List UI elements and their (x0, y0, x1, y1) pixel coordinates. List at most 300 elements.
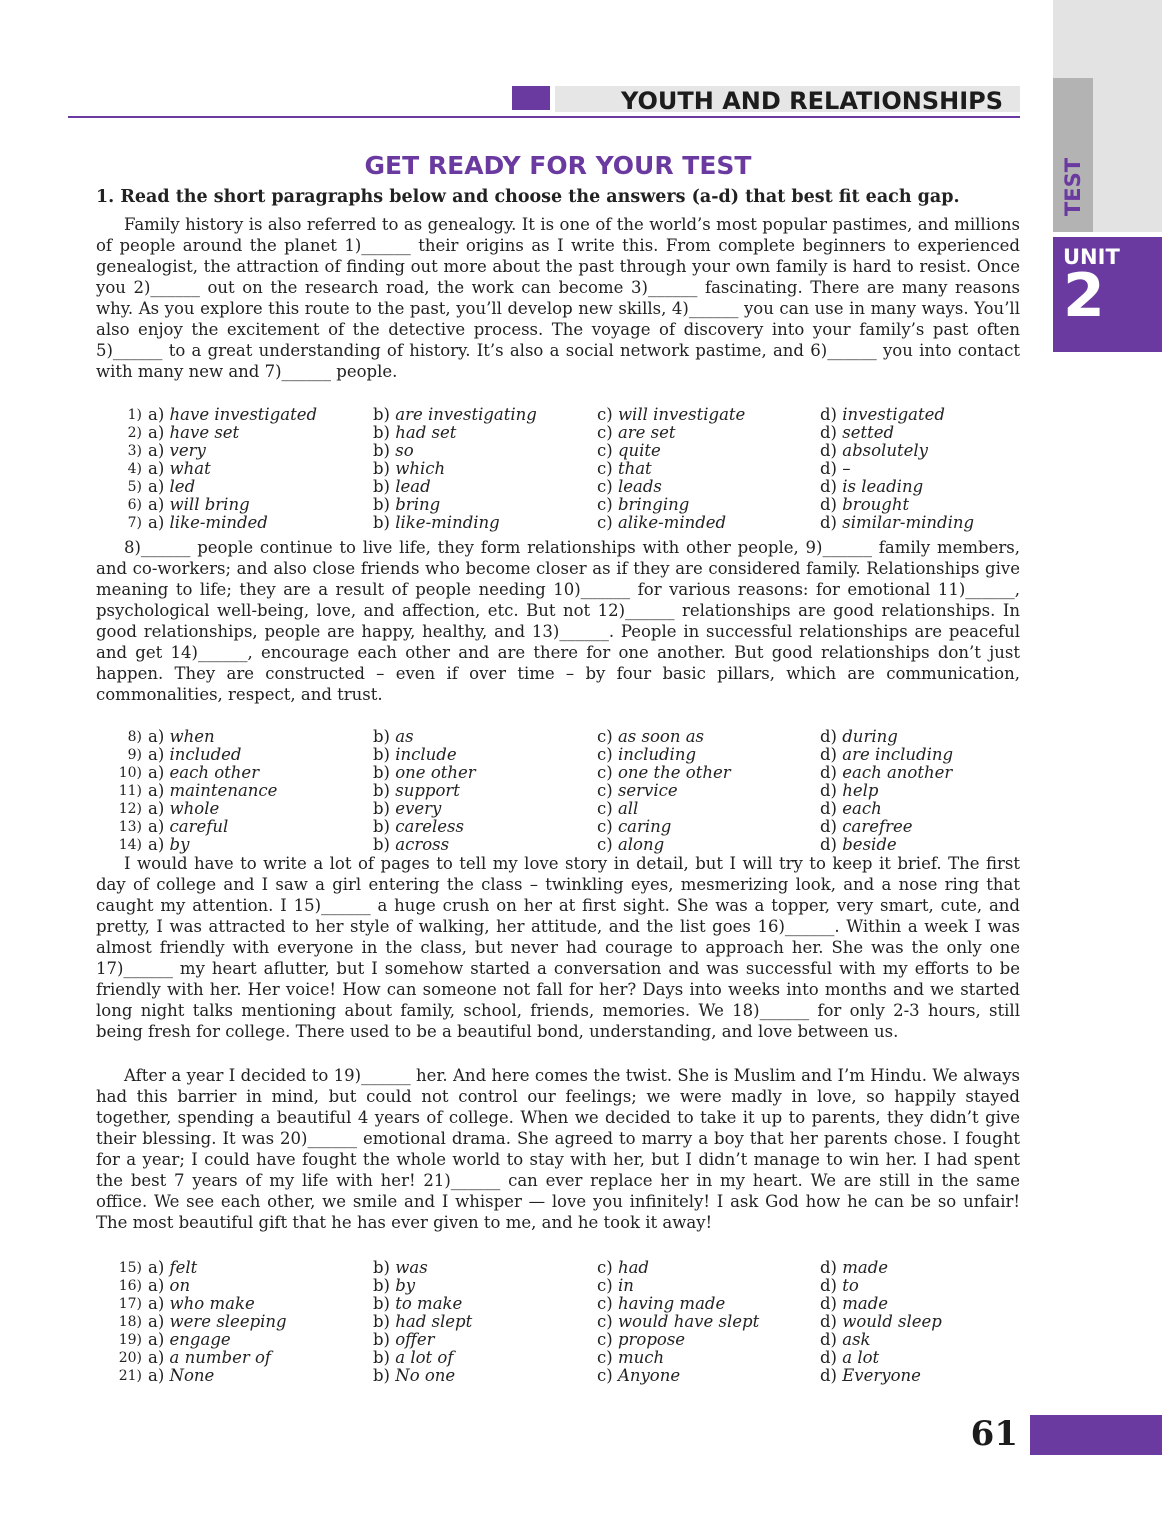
question-row (96, 746, 1020, 764)
reading-paragraph: I would have to write a lot of pages to tell my love story in detail, but I will try to keep it brief. The first day of college and I saw a girl entering the class – twinkling eyes, mesmerizing look, and a nose ring that caught my attention. I 15)______ a huge crush on her at first sight. She was a topper, very smart, cute, and pretty, I was attracted to her style of walking, her attitude, and the list goes 16)______. Within a week I was almost friendly with everyone in the class, but never had courage to approach her. She was the only one 17)______ my heart aflutter, but I somehow started a conversation and was successful with my efforts to be friendly with her. Her voice! How can someone not fall for her? Days into weeks into months and we started long night talks mentioning about family, school, friends, memories. We 18)______ for only 2-3 hours, still being fresh for college. There used to be a beautiful bond, understanding, and love between us. (96, 854, 1020, 1041)
option-letter: a) (148, 1312, 165, 1331)
question-number: 18) (118, 1314, 142, 1330)
option-text: propose (617, 1330, 686, 1349)
answer-option-c (597, 1295, 725, 1313)
option-letter: b) (373, 405, 390, 424)
option-text: Anyone (617, 1366, 681, 1385)
option-letter: d) (820, 1366, 837, 1385)
option-letter: a) (148, 1276, 165, 1295)
question-number: 4) (127, 461, 142, 477)
question-row (96, 442, 1020, 460)
option-letter: b) (373, 727, 390, 746)
answer-option-a (148, 514, 268, 532)
question-number: 21) (118, 1368, 142, 1384)
option-text: Everyone (842, 1366, 921, 1385)
option-text: to (842, 1276, 859, 1295)
question-number: 1) (127, 407, 142, 423)
option-text: service (617, 781, 678, 800)
option-letter: b) (373, 763, 390, 782)
answer-option-a (148, 1349, 271, 1367)
option-letter: c) (597, 495, 613, 514)
option-text: caring (617, 817, 672, 836)
option-text: beside (842, 835, 897, 854)
answer-option-b (373, 818, 464, 836)
option-letter: b) (373, 799, 390, 818)
answer-option-b (373, 496, 440, 514)
option-letter: a) (148, 781, 165, 800)
answer-option-c (597, 1259, 649, 1277)
answer-option-a (148, 746, 241, 764)
answer-option-d (820, 800, 882, 818)
option-letter: c) (597, 1366, 613, 1385)
answer-option-d (820, 1313, 942, 1331)
question-row (96, 1259, 1020, 1277)
question-number: 2) (127, 425, 142, 441)
question-number: 20) (118, 1350, 142, 1366)
answer-option-d (820, 1277, 859, 1295)
option-text: lead (395, 477, 431, 496)
answer-option-b (373, 442, 414, 460)
option-letter: c) (597, 1312, 613, 1331)
question-row (96, 406, 1020, 424)
option-letter: a) (148, 1330, 165, 1349)
option-letter: a) (148, 459, 165, 478)
option-letter: c) (597, 513, 613, 532)
question-number: 5) (127, 479, 142, 495)
answer-option-c (597, 728, 704, 746)
option-letter: a) (148, 1366, 165, 1385)
option-text: None (169, 1366, 215, 1385)
option-text: would sleep (842, 1312, 942, 1331)
option-letter: c) (597, 799, 613, 818)
answer-option-c (597, 836, 664, 854)
answer-option-a (148, 460, 211, 478)
option-text: made (842, 1258, 889, 1277)
option-text: brought (842, 495, 910, 514)
answer-option-b (373, 406, 537, 424)
answer-option-b (373, 460, 445, 478)
answer-option-b (373, 764, 476, 782)
option-text: led (169, 477, 196, 496)
answer-option-a (148, 800, 219, 818)
answer-option-a (148, 442, 206, 460)
option-text: had set (395, 423, 457, 442)
question-row (96, 728, 1020, 746)
question-number: 9) (127, 747, 142, 763)
page-number: 61 (970, 1414, 1018, 1454)
option-letter: c) (597, 1276, 613, 1295)
footer-accent-bar (1030, 1415, 1162, 1455)
option-letter: c) (597, 459, 613, 478)
question-row (96, 496, 1020, 514)
option-letter: a) (148, 441, 165, 460)
option-letter: a) (148, 477, 165, 496)
answer-option-a (148, 1331, 231, 1349)
answer-option-d (820, 424, 894, 442)
option-text: like-minded (169, 513, 268, 532)
answer-option-a (148, 478, 195, 496)
option-letter: a) (148, 835, 165, 854)
question-row (96, 478, 1020, 496)
option-text: across (395, 835, 450, 854)
option-text: quite (617, 441, 661, 460)
question-number: 3) (127, 443, 142, 459)
question-number: 17) (118, 1296, 142, 1312)
option-letter: d) (820, 513, 837, 532)
question-row (96, 460, 1020, 478)
question-row (96, 424, 1020, 442)
option-letter: a) (148, 405, 165, 424)
test-tab-label: TEST (1061, 157, 1085, 217)
option-letter: a) (148, 513, 165, 532)
answer-option-d (820, 496, 909, 514)
option-text: by (169, 835, 190, 854)
option-text: one the other (617, 763, 731, 782)
option-text: a number of (169, 1348, 272, 1367)
answer-option-a (148, 1367, 214, 1385)
header-accent-square (512, 86, 550, 110)
option-letter: d) (820, 817, 837, 836)
answer-option-d (820, 818, 913, 836)
option-text: had slept (395, 1312, 473, 1331)
option-letter: b) (373, 817, 390, 836)
task-instruction: 1. Read the short paragraphs below and choose the answers (a-d) that best fit each gap. (96, 187, 960, 207)
answer-options-group (96, 1259, 1020, 1385)
question-row (96, 782, 1020, 800)
answer-option-b (373, 424, 456, 442)
option-text: as soon as (617, 727, 704, 746)
answer-option-a (148, 1259, 197, 1277)
answer-option-c (597, 514, 726, 532)
question-number: 11) (118, 783, 142, 799)
reading-paragraph: After a year I decided to 19)______ her. And here comes the twist. She is Muslim and I’m Hindu. We always had this barrier in mind, but could not control our feelings; we were madly in love, so happily stayed together, spending a beautiful 4 years of college. When we decided to take it up to parents, they didn’t give their blessing. It was 20)______ emotional drama. She agreed to marry a boy that her parents chose. I fought for a year; I could have fought the whole world to stay with her, but I didn’t manage to win her. I had spent the best 7 years of my life with her! 21)______ can ever replace her in my heart. We are still in the same office. We see each other, we smile and I whisper — love you infinitely! I ask God how he can be so unfair! The most beautiful gift that he has ever given to me, and he took it away! (96, 1066, 1020, 1232)
option-text: which (395, 459, 446, 478)
option-text: along (617, 835, 665, 854)
option-letter: b) (373, 1330, 390, 1349)
question-row (96, 1313, 1020, 1331)
answer-option-c (597, 1331, 685, 1349)
answer-option-b (373, 1259, 428, 1277)
answer-option-a (148, 424, 239, 442)
option-text: careless (395, 817, 464, 836)
option-text: included (169, 745, 242, 764)
answer-option-b (373, 1277, 415, 1295)
option-letter: c) (597, 763, 613, 782)
option-text: in (617, 1276, 634, 1295)
answer-option-d (820, 728, 898, 746)
answer-option-c (597, 1367, 680, 1385)
unit-badge (1053, 237, 1162, 352)
answer-option-c (597, 496, 689, 514)
option-text: each other (169, 763, 260, 782)
option-letter: d) (820, 1312, 837, 1331)
answer-option-c (597, 1277, 634, 1295)
option-letter: b) (373, 477, 390, 496)
option-letter: d) (820, 459, 837, 478)
option-letter: b) (373, 1312, 390, 1331)
answer-option-a (148, 728, 215, 746)
option-text: made (842, 1294, 889, 1313)
answer-option-d (820, 442, 928, 460)
option-letter: b) (373, 1366, 390, 1385)
question-row (96, 1349, 1020, 1367)
answer-option-c (597, 1313, 759, 1331)
option-text: ask (842, 1330, 871, 1349)
option-letter: a) (148, 763, 165, 782)
answer-option-c (597, 1349, 664, 1367)
option-letter: c) (597, 727, 613, 746)
option-letter: c) (597, 1348, 613, 1367)
option-text: on (169, 1276, 191, 1295)
chapter-title: YOUTH AND RELATIONSHIPS (620, 87, 1003, 115)
option-text: was (395, 1258, 428, 1277)
option-text: one other (395, 763, 476, 782)
option-letter: d) (820, 441, 837, 460)
option-letter: c) (597, 817, 613, 836)
answer-option-c (597, 442, 661, 460)
option-letter: d) (820, 405, 837, 424)
option-text: like-minding (395, 513, 500, 532)
option-letter: d) (820, 423, 837, 442)
option-letter: d) (820, 781, 837, 800)
option-text: by (395, 1276, 416, 1295)
option-text: help (842, 781, 879, 800)
answer-option-a (148, 818, 228, 836)
answer-option-b (373, 478, 431, 496)
option-letter: c) (597, 441, 613, 460)
question-row (96, 764, 1020, 782)
option-text: including (617, 745, 697, 764)
answer-option-c (597, 782, 678, 800)
option-text: would have slept (617, 1312, 760, 1331)
option-letter: b) (373, 423, 390, 442)
answer-option-d (820, 764, 952, 782)
option-letter: c) (597, 745, 613, 764)
option-text: who make (169, 1294, 255, 1313)
option-letter: b) (373, 781, 390, 800)
option-text: that (617, 459, 652, 478)
option-text: having made (617, 1294, 726, 1313)
answer-option-a (148, 764, 259, 782)
option-text: similar-minding (842, 513, 975, 532)
option-letter: b) (373, 1258, 390, 1277)
option-letter: d) (820, 727, 837, 746)
answer-option-b (373, 782, 460, 800)
option-text: include (395, 745, 457, 764)
answer-option-d (820, 1295, 888, 1313)
option-letter: a) (148, 1348, 165, 1367)
option-text: had (617, 1258, 649, 1277)
answer-option-c (597, 406, 745, 424)
option-letter: b) (373, 513, 390, 532)
option-text: will investigate (617, 405, 746, 424)
option-text: much (617, 1348, 665, 1367)
test-tab-label-wrap (1053, 144, 1093, 230)
question-number: 13) (118, 819, 142, 835)
option-text: bring (395, 495, 441, 514)
option-text: is leading (842, 477, 924, 496)
question-row (96, 1295, 1020, 1313)
answer-option-c (597, 746, 696, 764)
option-letter: a) (148, 727, 165, 746)
question-number: 16) (118, 1278, 142, 1294)
option-text: investigated (842, 405, 945, 424)
option-text: a lot (842, 1348, 880, 1367)
option-text: each (842, 799, 882, 818)
option-text: are investigating (395, 405, 537, 424)
option-text: when (169, 727, 215, 746)
option-text: are including (842, 745, 954, 764)
option-letter: d) (820, 745, 837, 764)
option-letter: a) (148, 817, 165, 836)
question-number: 15) (118, 1260, 142, 1276)
option-text: – (842, 459, 851, 478)
question-row (96, 514, 1020, 532)
option-letter: b) (373, 459, 390, 478)
answer-option-b (373, 1349, 453, 1367)
option-letter: b) (373, 1276, 390, 1295)
answer-option-d (820, 478, 923, 496)
option-text: so (395, 441, 414, 460)
answer-option-c (597, 764, 731, 782)
answer-option-a (148, 496, 250, 514)
option-text: support (395, 781, 460, 800)
option-text: offer (395, 1330, 435, 1349)
answer-option-d (820, 836, 897, 854)
option-letter: d) (820, 835, 837, 854)
option-text: have investigated (169, 405, 318, 424)
question-row (96, 800, 1020, 818)
answer-options-group (96, 406, 1020, 532)
question-row (96, 1367, 1020, 1385)
option-text: each another (842, 763, 953, 782)
answer-option-b (373, 1313, 472, 1331)
answer-option-b (373, 1295, 462, 1313)
option-letter: d) (820, 495, 837, 514)
option-text: careful (169, 817, 229, 836)
answer-option-d (820, 782, 878, 800)
option-letter: b) (373, 745, 390, 764)
answer-option-a (148, 1295, 255, 1313)
option-text: as (395, 727, 414, 746)
header-divider (68, 116, 1020, 118)
option-letter: b) (373, 495, 390, 514)
option-letter: c) (597, 1330, 613, 1349)
answer-option-b (373, 1331, 435, 1349)
question-number: 6) (127, 497, 142, 513)
option-letter: a) (148, 495, 165, 514)
option-letter: c) (597, 835, 613, 854)
unit-label: UNIT (1063, 245, 1120, 269)
option-letter: c) (597, 405, 613, 424)
option-text: leads (617, 477, 662, 496)
option-text: to make (395, 1294, 463, 1313)
option-text: felt (169, 1258, 198, 1277)
option-text: every (395, 799, 442, 818)
option-letter: a) (148, 745, 165, 764)
option-letter: d) (820, 1330, 837, 1349)
option-text: what (169, 459, 211, 478)
answer-option-a (148, 836, 189, 854)
answer-option-a (148, 1277, 190, 1295)
option-text: are set (617, 423, 676, 442)
question-row (96, 1331, 1020, 1349)
answer-option-d (820, 746, 953, 764)
option-text: engage (169, 1330, 231, 1349)
option-text: alike-minded (617, 513, 727, 532)
option-letter: c) (597, 477, 613, 496)
option-text: whole (169, 799, 220, 818)
unit-number: 2 (1063, 261, 1105, 331)
option-text: a lot of (395, 1348, 454, 1367)
answer-option-d (820, 1349, 879, 1367)
option-letter: d) (820, 1258, 837, 1277)
answer-option-c (597, 800, 638, 818)
answer-option-d (820, 1367, 921, 1385)
option-letter: a) (148, 1294, 165, 1313)
answer-option-a (148, 406, 317, 424)
option-letter: b) (373, 441, 390, 460)
answer-option-b (373, 728, 414, 746)
option-letter: b) (373, 1348, 390, 1367)
option-letter: a) (148, 799, 165, 818)
option-letter: d) (820, 763, 837, 782)
option-letter: d) (820, 799, 837, 818)
option-letter: a) (148, 1258, 165, 1277)
option-letter: c) (597, 423, 613, 442)
option-text: have set (169, 423, 240, 442)
option-letter: d) (820, 1276, 837, 1295)
question-number: 19) (118, 1332, 142, 1348)
option-text: maintenance (169, 781, 278, 800)
option-text: during (842, 727, 898, 746)
answer-option-d (820, 406, 945, 424)
option-text: all (617, 799, 639, 818)
answer-option-c (597, 460, 652, 478)
option-letter: b) (373, 1294, 390, 1313)
answer-option-b (373, 800, 441, 818)
option-letter: d) (820, 1294, 837, 1313)
answer-option-c (597, 478, 662, 496)
option-letter: c) (597, 781, 613, 800)
answer-option-d (820, 514, 974, 532)
question-number: 10) (118, 765, 142, 781)
option-text: setted (842, 423, 895, 442)
reading-paragraph: Family history is also referred to as genealogy. It is one of the world’s most popular pastimes, and millions of people around the planet 1)______ their origins as I write this. From complete beginners to experienced genealogist, the attraction of finding out more about the past through your own family is hard to resist. Once you 2)______ out on the research road, the work can become 3)______ fascinating. There are many reasons why. As you explore this route to the past, you’ll develop new skills, 4)______ you can use in many ways. You’ll also enjoy the excitement of the detective process. The voyage of discovery into your family’s past often 5)______ to a great understanding of history. It’s also a social network pastime, and 6)______ you into contact with many new and 7)______ people. (96, 215, 1020, 381)
answer-options-group (96, 728, 1020, 854)
answer-option-c (597, 424, 676, 442)
option-text: absolutely (842, 441, 928, 460)
option-letter: d) (820, 477, 837, 496)
answer-option-d (820, 1259, 888, 1277)
answer-option-c (597, 818, 671, 836)
question-number: 8) (127, 729, 142, 745)
option-letter: d) (820, 1348, 837, 1367)
answer-option-d (820, 460, 851, 478)
question-row (96, 1277, 1020, 1295)
answer-option-b (373, 836, 449, 854)
answer-option-d (820, 1331, 871, 1349)
option-text: will bring (169, 495, 250, 514)
question-number: 14) (118, 837, 142, 853)
option-text: bringing (617, 495, 690, 514)
answer-option-b (373, 514, 500, 532)
answer-option-b (373, 746, 457, 764)
question-row (96, 836, 1020, 854)
answer-option-a (148, 1313, 287, 1331)
question-number: 7) (127, 515, 142, 531)
section-title: GET READY FOR YOUR TEST (364, 151, 752, 180)
